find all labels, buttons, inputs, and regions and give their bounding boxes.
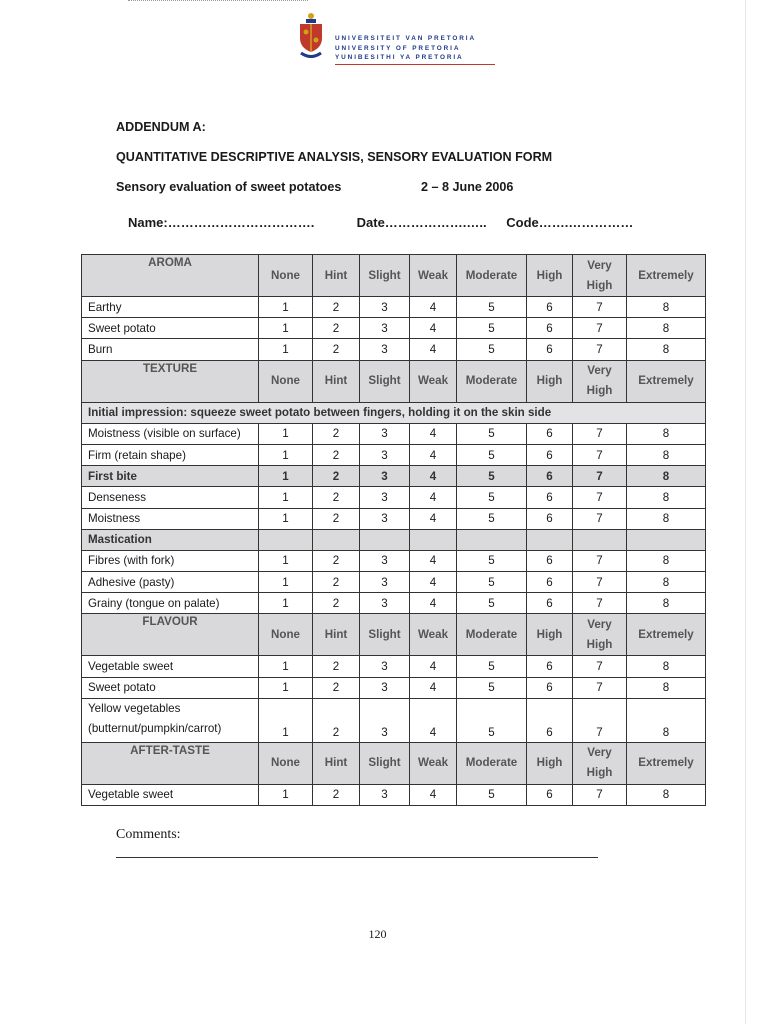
rating-cell[interactable]: 6 xyxy=(527,508,573,529)
rating-cell[interactable]: 6 xyxy=(527,698,573,742)
rating-cell[interactable]: 6 xyxy=(527,297,573,318)
scale-label: Hint xyxy=(313,742,360,784)
rating-cell[interactable]: 5 xyxy=(457,318,527,339)
top-dotted-rule xyxy=(128,0,308,1)
rating-cell[interactable]: 7 xyxy=(573,572,627,593)
flavour-title-text: FLAVOUR xyxy=(142,615,198,629)
rating-cell[interactable]: 4 xyxy=(410,593,457,614)
rating-cell[interactable]: 7 xyxy=(573,677,627,698)
attribute-label: Fibres (with fork) xyxy=(82,550,259,571)
attribute-row xyxy=(82,698,706,742)
subheading-blank-cell xyxy=(360,529,410,550)
attribute-label: Vegetable sweet xyxy=(82,656,259,677)
rating-cell[interactable]: 4 xyxy=(410,698,457,742)
rating-cell[interactable]: 1 xyxy=(259,444,313,465)
aftertaste-section-title xyxy=(82,742,259,784)
rating-cell[interactable]: 3 xyxy=(360,318,410,339)
attribute-label: Burn xyxy=(82,339,259,360)
scale-label: High xyxy=(527,614,573,656)
rating-cell[interactable]: 8 xyxy=(627,593,706,614)
rating-cell[interactable]: 7 xyxy=(573,444,627,465)
texture-title-text: TEXTURE xyxy=(142,361,198,375)
attribute-row xyxy=(82,550,706,571)
rating-cell[interactable]: 5 xyxy=(457,572,527,593)
scale-label: Moderate xyxy=(457,614,527,656)
rating-cell[interactable]: 8 xyxy=(627,318,706,339)
texture-instruction xyxy=(82,402,706,423)
scale-label: Very High xyxy=(573,255,627,297)
attribute-row xyxy=(82,318,706,339)
rating-cell[interactable]: 4 xyxy=(410,466,457,487)
page-number: 120 xyxy=(368,927,387,941)
rating-cell[interactable]: 7 xyxy=(573,487,627,508)
scale-label: Extremely xyxy=(627,742,706,784)
rating-cell[interactable]: 2 xyxy=(313,656,360,677)
flavour-section-title xyxy=(82,614,259,656)
scale-label: Moderate xyxy=(457,255,527,297)
aftertaste-header-row xyxy=(82,742,706,784)
rating-cell[interactable]: 4 xyxy=(410,339,457,360)
university-name-afrikaans: UNIVERSITEIT VAN PRETORIA xyxy=(335,35,477,42)
subheading-blank-cell xyxy=(573,529,627,550)
aftertaste-title-text: AFTER-TASTE xyxy=(130,743,210,757)
university-header xyxy=(296,12,495,65)
attribute-row xyxy=(82,444,706,465)
texture-header-row xyxy=(82,360,706,402)
attribute-label: Sweet potato xyxy=(82,318,259,339)
attribute-row xyxy=(82,572,706,593)
date-range: 2 – 8 June 2006 xyxy=(421,180,514,194)
scale-label: None xyxy=(259,360,313,402)
rating-cell[interactable]: 6 xyxy=(527,550,573,571)
rating-cell[interactable]: 1 xyxy=(259,677,313,698)
comments-label: Comments: xyxy=(116,827,181,842)
scale-label: None xyxy=(259,742,313,784)
rating-cell[interactable]: 1 xyxy=(259,466,313,487)
scale-label: Slight xyxy=(360,742,410,784)
rating-cell[interactable]: 5 xyxy=(457,677,527,698)
rating-cell[interactable]: 3 xyxy=(360,466,410,487)
rating-cell[interactable]: 5 xyxy=(457,593,527,614)
scale-label: Extremely xyxy=(627,255,706,297)
scale-label: Extremely xyxy=(627,614,706,656)
scale-label: High xyxy=(527,742,573,784)
form-fields xyxy=(128,215,633,230)
scale-label: High xyxy=(527,255,573,297)
university-name-block xyxy=(335,34,495,65)
rating-cell[interactable]: 6 xyxy=(527,572,573,593)
scale-label: Slight xyxy=(360,255,410,297)
rating-cell[interactable]: 5 xyxy=(457,297,527,318)
rating-cell[interactable]: 4 xyxy=(410,572,457,593)
scale-label: None xyxy=(259,614,313,656)
rating-cell[interactable]: 7 xyxy=(573,656,627,677)
scale-label: Slight xyxy=(360,360,410,402)
rating-cell[interactable]: 2 xyxy=(313,550,360,571)
attribute-row xyxy=(82,487,706,508)
rating-cell[interactable]: 3 xyxy=(360,444,410,465)
attribute-row xyxy=(82,677,706,698)
rating-cell[interactable]: 4 xyxy=(410,487,457,508)
rating-cell[interactable]: 1 xyxy=(259,550,313,571)
rating-cell[interactable]: 3 xyxy=(360,698,410,742)
scale-label: Very High xyxy=(573,360,627,402)
rating-cell[interactable]: 1 xyxy=(259,297,313,318)
date-field[interactable]: Date……………….….. xyxy=(356,215,487,230)
attribute-row xyxy=(82,339,706,360)
rating-cell[interactable]: 4 xyxy=(410,444,457,465)
rating-cell[interactable]: 7 xyxy=(573,339,627,360)
rating-cell[interactable]: 2 xyxy=(313,487,360,508)
subheading-blank-cell xyxy=(410,529,457,550)
mastication-subheading-label: Mastication xyxy=(82,529,259,550)
rating-cell[interactable]: 5 xyxy=(457,466,527,487)
form-title: QUANTITATIVE DESCRIPTIVE ANALYSIS, SENSORY EVALUATION FORM xyxy=(116,150,553,164)
rating-cell[interactable]: 5 xyxy=(457,550,527,571)
rating-cell[interactable]: 6 xyxy=(527,444,573,465)
rating-cell[interactable]: 8 xyxy=(627,508,706,529)
attribute-label: Moistness xyxy=(82,508,259,529)
attribute-row xyxy=(82,784,706,805)
rating-cell[interactable]: 3 xyxy=(360,423,410,444)
rating-cell[interactable]: 7 xyxy=(573,318,627,339)
rating-cell[interactable]: 4 xyxy=(410,550,457,571)
rating-cell[interactable]: 6 xyxy=(527,593,573,614)
attribute-label: Grainy (tongue on palate) xyxy=(82,593,259,614)
attribute-label-line: (butternut/pumpkin/carrot) xyxy=(88,721,222,735)
scale-label: Very High xyxy=(573,614,627,656)
rating-cell[interactable]: 3 xyxy=(360,550,410,571)
rating-cell[interactable]: 7 xyxy=(573,466,627,487)
rating-cell[interactable]: 2 xyxy=(313,784,360,805)
rating-cell[interactable]: 2 xyxy=(313,508,360,529)
rating-cell[interactable]: 2 xyxy=(313,318,360,339)
rating-cell[interactable]: 1 xyxy=(259,423,313,444)
rating-cell[interactable]: 3 xyxy=(360,784,410,805)
attribute-row xyxy=(82,593,706,614)
rating-cell[interactable]: 8 xyxy=(627,656,706,677)
rating-cell[interactable]: 7 xyxy=(573,423,627,444)
rating-cell[interactable]: 8 xyxy=(627,423,706,444)
first-bite-subheading xyxy=(82,466,706,487)
scale-label: Weak xyxy=(410,742,457,784)
rating-cell[interactable]: 7 xyxy=(573,593,627,614)
rating-cell[interactable]: 6 xyxy=(527,318,573,339)
scale-label: Slight xyxy=(360,614,410,656)
rating-cell[interactable]: 8 xyxy=(627,784,706,805)
texture-instruction-text: Initial impression: squeeze sweet potato between fingers, holding it on the skin side xyxy=(82,402,706,423)
rating-cell[interactable]: 2 xyxy=(313,444,360,465)
rating-cell[interactable]: 7 xyxy=(573,784,627,805)
rating-cell[interactable]: 5 xyxy=(457,487,527,508)
rating-cell[interactable]: 3 xyxy=(360,593,410,614)
rating-cell[interactable]: 3 xyxy=(360,487,410,508)
code-field[interactable]: Code…….…………… xyxy=(506,215,634,230)
name-field[interactable]: Name:……………………………. xyxy=(128,215,315,230)
attribute-label: Moistness (visible on surface) xyxy=(82,423,259,444)
subheading-blank-cell xyxy=(457,529,527,550)
rating-cell[interactable]: 2 xyxy=(313,423,360,444)
scale-label: Extremely xyxy=(627,360,706,402)
rating-cell[interactable]: 1 xyxy=(259,593,313,614)
comments-line[interactable] xyxy=(116,857,598,858)
rating-cell[interactable]: 8 xyxy=(627,572,706,593)
aroma-title-text: AROMA xyxy=(148,256,192,269)
rating-cell[interactable]: 8 xyxy=(627,297,706,318)
rating-cell[interactable]: 3 xyxy=(360,656,410,677)
rating-cell[interactable]: 4 xyxy=(410,297,457,318)
rating-cell[interactable]: 3 xyxy=(360,297,410,318)
scale-label: Hint xyxy=(313,360,360,402)
rating-cell[interactable]: 8 xyxy=(627,677,706,698)
rating-cell[interactable]: 2 xyxy=(313,677,360,698)
rating-cell[interactable]: 5 xyxy=(457,444,527,465)
rating-cell[interactable]: 4 xyxy=(410,677,457,698)
texture-section-title xyxy=(82,360,259,402)
rating-cell[interactable]: 6 xyxy=(527,339,573,360)
rating-cell[interactable]: 8 xyxy=(627,444,706,465)
rating-cell[interactable]: 6 xyxy=(527,784,573,805)
rating-cell[interactable]: 4 xyxy=(410,423,457,444)
rating-cell[interactable]: 7 xyxy=(573,508,627,529)
rating-cell[interactable]: 2 xyxy=(313,593,360,614)
university-name-english: UNIVERSITY OF PRETORIA xyxy=(335,44,461,52)
attribute-row xyxy=(82,423,706,444)
rating-cell[interactable]: 6 xyxy=(527,423,573,444)
rating-cell[interactable]: 7 xyxy=(573,698,627,742)
attribute-row xyxy=(82,297,706,318)
rating-cell[interactable]: 8 xyxy=(627,339,706,360)
scale-label: Weak xyxy=(410,255,457,297)
rating-cell[interactable]: 6 xyxy=(527,466,573,487)
scale-label: Moderate xyxy=(457,360,527,402)
scale-label: None xyxy=(259,255,313,297)
rating-cell[interactable]: 3 xyxy=(360,339,410,360)
attribute-label: Vegetable sweet xyxy=(82,784,259,805)
rating-cell[interactable]: 2 xyxy=(313,297,360,318)
attribute-row xyxy=(82,656,706,677)
rating-cell[interactable]: 1 xyxy=(259,508,313,529)
scale-label: Very High xyxy=(573,742,627,784)
rating-cell[interactable]: 1 xyxy=(259,784,313,805)
rating-cell[interactable]: 5 xyxy=(457,423,527,444)
rating-cell[interactable]: 3 xyxy=(360,572,410,593)
rating-cell[interactable]: 5 xyxy=(457,339,527,360)
rating-cell[interactable]: 1 xyxy=(259,339,313,360)
addendum-heading: ADDENDUM A: xyxy=(116,120,206,134)
rating-cell[interactable]: 5 xyxy=(457,508,527,529)
attribute-label: Denseness xyxy=(82,487,259,508)
scale-label: High xyxy=(527,360,573,402)
rating-cell[interactable]: 3 xyxy=(360,677,410,698)
sensory-evaluation-table xyxy=(81,254,706,806)
page-edge xyxy=(745,0,746,1024)
rating-cell[interactable]: 4 xyxy=(410,656,457,677)
university-crest-icon xyxy=(296,12,326,60)
scale-label: Weak xyxy=(410,360,457,402)
rating-cell[interactable]: 7 xyxy=(573,297,627,318)
subheading-blank-cell xyxy=(313,529,360,550)
subheading-blank-cell xyxy=(259,529,313,550)
aroma-header-row xyxy=(82,255,706,297)
attribute-label: Adhesive (pasty) xyxy=(82,572,259,593)
rating-cell[interactable]: 2 xyxy=(313,698,360,742)
rating-cell[interactable]: 7 xyxy=(573,550,627,571)
rating-cell[interactable]: 2 xyxy=(313,572,360,593)
subheading-blank-cell xyxy=(527,529,573,550)
attribute-label-line: Yellow vegetables xyxy=(88,701,181,715)
form-subtitle: Sensory evaluation of sweet potatoes xyxy=(116,180,342,194)
rating-cell[interactable]: 4 xyxy=(410,318,457,339)
rating-cell[interactable]: 2 xyxy=(313,466,360,487)
rating-cell[interactable]: 8 xyxy=(627,466,706,487)
attribute-label: Firm (retain shape) xyxy=(82,444,259,465)
mastication-subheading xyxy=(82,529,706,550)
rating-cell[interactable]: 1 xyxy=(259,318,313,339)
flavour-header-row xyxy=(82,614,706,656)
attribute-label: Earthy xyxy=(82,297,259,318)
rating-cell[interactable]: 2 xyxy=(313,339,360,360)
rating-cell[interactable]: 8 xyxy=(627,698,706,742)
rating-cell[interactable]: 8 xyxy=(627,550,706,571)
first-bite-subheading-label: First bite xyxy=(82,466,259,487)
scale-label: Hint xyxy=(313,255,360,297)
rating-cell[interactable]: 8 xyxy=(627,487,706,508)
rating-cell[interactable]: 1 xyxy=(259,698,313,742)
scale-label: Weak xyxy=(410,614,457,656)
rating-cell[interactable]: 3 xyxy=(360,508,410,529)
rating-cell[interactable]: 4 xyxy=(410,784,457,805)
rating-cell[interactable]: 1 xyxy=(259,572,313,593)
rating-cell[interactable]: 6 xyxy=(527,677,573,698)
rating-cell[interactable]: 6 xyxy=(527,656,573,677)
subheading-blank-cell xyxy=(627,529,706,550)
scale-label: Hint xyxy=(313,614,360,656)
rating-cell[interactable]: 6 xyxy=(527,487,573,508)
attribute-label xyxy=(82,698,259,742)
attribute-row xyxy=(82,508,706,529)
rating-cell[interactable]: 4 xyxy=(410,508,457,529)
rating-cell[interactable]: 1 xyxy=(259,656,313,677)
rating-cell[interactable]: 5 xyxy=(457,784,527,805)
scale-label: Moderate xyxy=(457,742,527,784)
university-name-sepedi: YUNIBESITHI YA PRETORIA xyxy=(335,54,464,62)
rating-cell[interactable]: 1 xyxy=(259,487,313,508)
rating-cell[interactable]: 5 xyxy=(457,656,527,677)
aroma-section-title xyxy=(82,255,259,297)
rating-cell[interactable]: 5 xyxy=(457,698,527,742)
header-rule xyxy=(335,64,495,65)
attribute-label: Sweet potato xyxy=(82,677,259,698)
